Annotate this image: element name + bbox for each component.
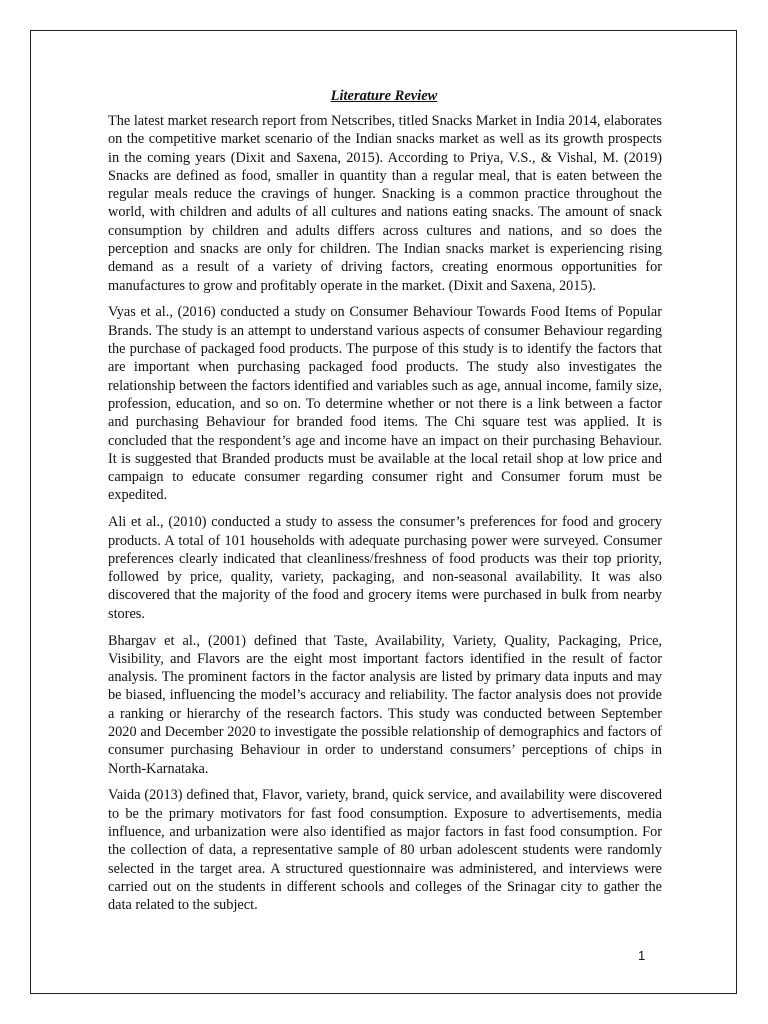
paragraph-vaida: Vaida (2013) defined that, Flavor, variety, brand, quick service, and availability were discovered to be the primary motivators for fast food consumption. Exposure to advertisements, media influence, and urbanization were also identified as major factors in fast food consumption. For the collection of data, a representative sample of 80 urban adolescent students were randomly selected in the target area. A structured questionnaire was administered, and interviews were carried out on the students in different schools and colleges of the Srinagar city to gather the data related to the subject. — [108, 787, 662, 914]
paragraph-vyas: Vyas et al., (2016) conducted a study on Consumer Behaviour Towards Food Items of Popular Brands. The study is an attempt to understand various aspects of consumer Behaviour regarding the purchase of packaged food products. The purpose of this study is to identify the factors that are important when purchasing packaged food products. The study also investigates the relationship between the factors identified and variables such as age, annual income, family size, profession, education, and so on. To determine whether or not there is a link between a factor and purchasing Behaviour for branded food items. The Chi square test was applied. It is concluded that the respondent’s age and income have an impact on their purchasing Behaviour. It is suggested that Branded products must be available at the local retail shop at low price and campaign to educate consumer regarding consumer right and Consumer forum must be expedited. — [108, 304, 662, 504]
document-body — [108, 112, 662, 923]
page-title: Literature Review — [330, 88, 438, 104]
paragraph-ali: Ali et al., (2010) conducted a study to assess the consumer’s preferences for food and grocery products. A total of 101 households with adequate purchasing power were surveyed. Consumer preferences clearly indicated that cleanliness/freshness of food products was their top priority, followed by price, quality, variety, packaging, and non-seasonal availability. It was also discovered that the majority of the food and grocery items were purchased in bulk from nearby stores. — [108, 514, 662, 622]
paragraph-bhargav: Bhargav et al., (2001) defined that Taste, Availability, Variety, Quality, Packaging, Price, Visibility, and Flavors are the eight most important factors identified in the result of factor analysis. The prominent factors in the factor analysis are listed by primary data inputs and may be biased, influencing the model’s accuracy and reliability. The factor analysis does not provide a ranking or hierarchy of the research factors. This study was conducted between September 2020 and December 2020 to investigate the possible relationship of demographics and factors of consumer purchasing Behaviour in order to understand consumers’ perceptions of chips in North-Karnataka. — [108, 632, 662, 777]
page-number: 1 — [638, 948, 646, 963]
paragraph-snacks-market: The latest market research report from Netscribes, titled Snacks Market in India 2014, elaborates on the competitive market scenario of the Indian snacks market as well as its growth prospects in the coming years (Dixit and Saxena, 2015). According to Priya, V.S., & Vishal, M. (2019) Snacks are defined as food, smaller in quantity than a regular meal, that is eaten between the regular meals reduce the cravings of hunger. Snacking is a common practice throughout the world, with children and adults of all cultures and nations eating snacks. The amount of snack consumption by children and adults differs across cultures and nations, and so does the perception and snacks are only for children. The Indian snacks market is experiencing rising demand as a result of a variety of driving factors, creating enormous opportunities for manufactures to grow and profitably operate in the market. (Dixit and Saxena, 2015). — [108, 113, 662, 294]
